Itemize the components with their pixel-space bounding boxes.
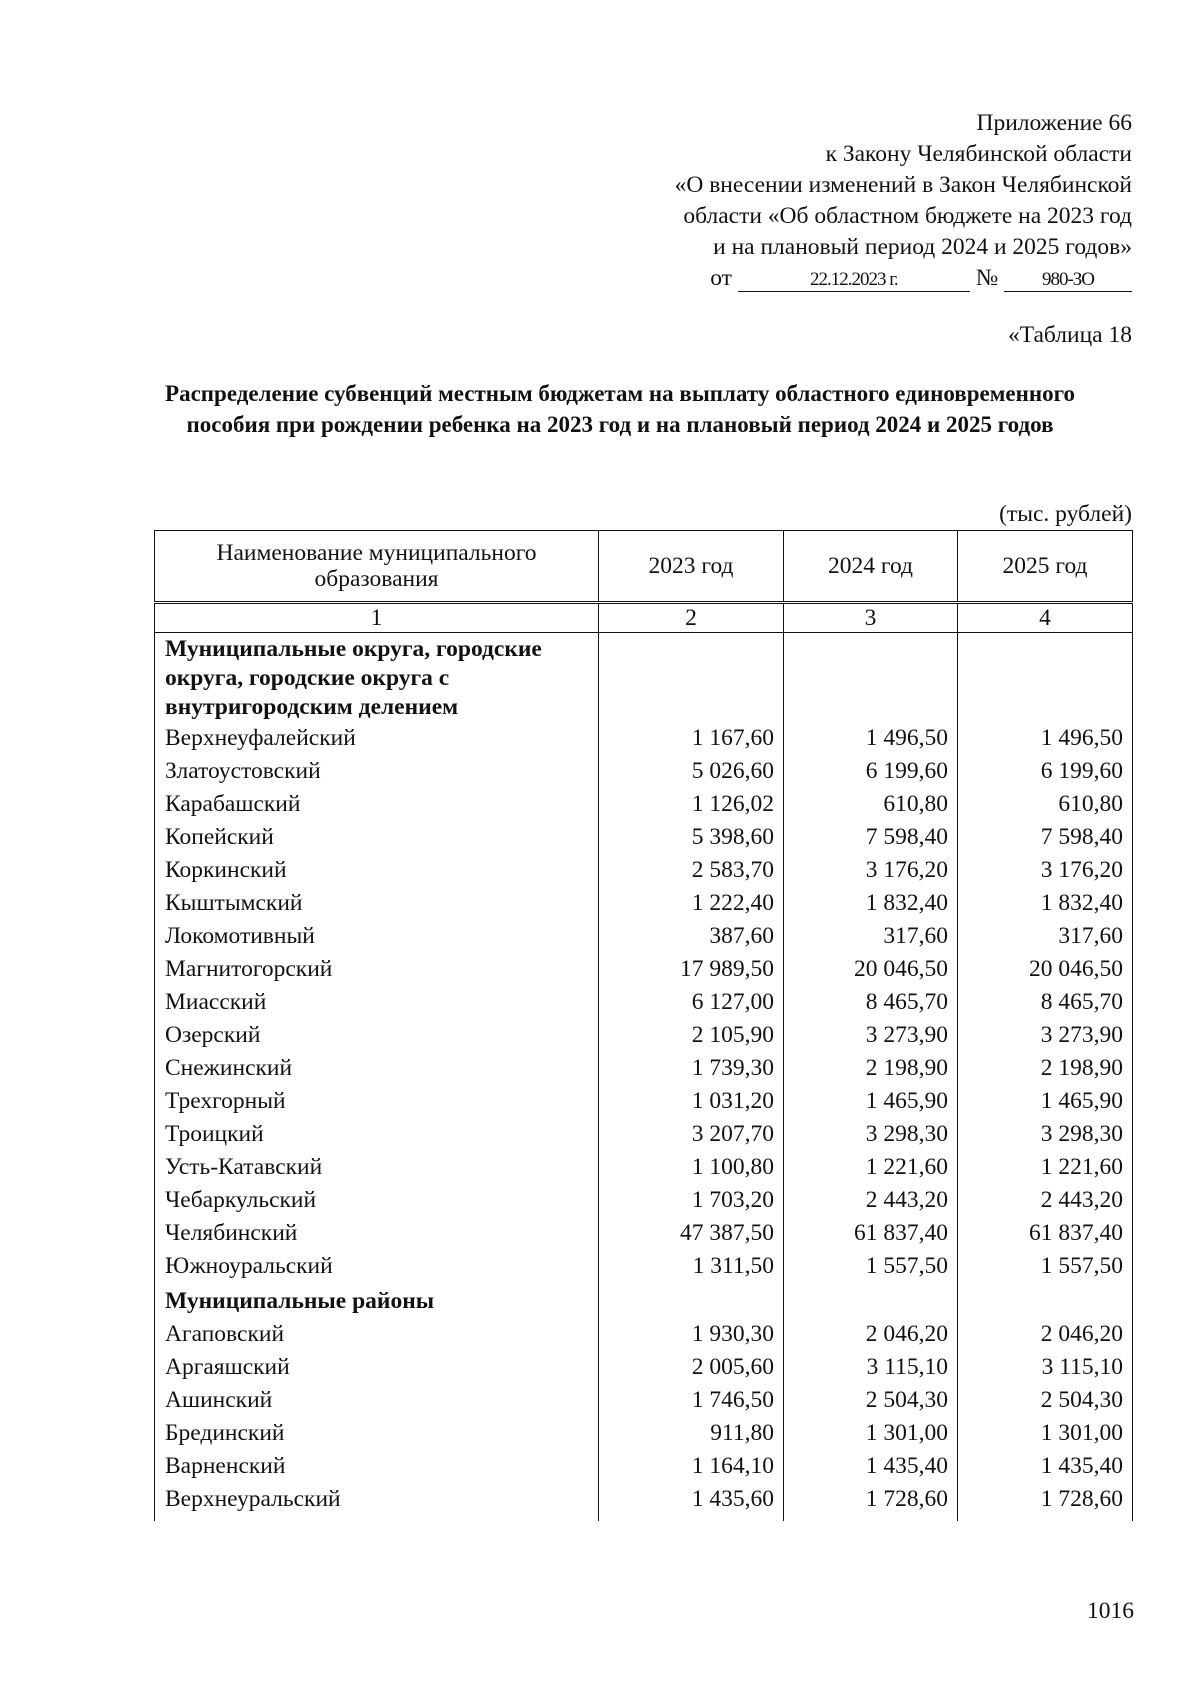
value-2025: 6 199,60 <box>958 755 1133 788</box>
section-title: Муниципальные округа, городские округа, городские округа с внутригородским делением <box>155 633 599 723</box>
column-number: 2 <box>599 603 784 633</box>
section-row <box>155 1283 1133 1318</box>
table-row <box>155 1151 1133 1184</box>
table-row <box>155 953 1133 986</box>
table-row <box>155 1052 1133 1085</box>
table-row <box>155 1450 1133 1483</box>
municipality-name: Челябинский <box>155 1217 599 1250</box>
law-date-number <box>675 263 1132 294</box>
value-2025: 1 435,40 <box>958 1450 1133 1483</box>
municipality-name: Агаповский <box>155 1318 599 1351</box>
municipality-name: Трехгорный <box>155 1085 599 1118</box>
value-2025: 2 443,20 <box>958 1184 1133 1217</box>
value-2024: 7 598,40 <box>784 821 958 854</box>
value-2023: 1 031,20 <box>599 1085 784 1118</box>
empty-cell <box>958 633 1133 723</box>
value-2024: 1 728,60 <box>784 1483 958 1521</box>
municipality-name: Магнитогорский <box>155 953 599 986</box>
value-2024: 6 199,60 <box>784 755 958 788</box>
value-2024: 1 557,50 <box>784 1250 958 1283</box>
units-label: (тыс. рублей) <box>999 501 1132 527</box>
value-2025: 1 221,60 <box>958 1151 1133 1184</box>
value-2023: 47 387,50 <box>599 1217 784 1250</box>
municipality-name: Аргаяшский <box>155 1351 599 1384</box>
column-number: 3 <box>784 603 958 633</box>
value-2024: 317,60 <box>784 920 958 953</box>
value-2024: 20 046,50 <box>784 953 958 986</box>
value-2023: 1 100,80 <box>599 1151 784 1184</box>
table-body <box>155 603 1133 1522</box>
value-2025: 61 837,40 <box>958 1217 1133 1250</box>
law-number: 980-ЗО <box>1004 269 1132 292</box>
value-2025: 1 557,50 <box>958 1250 1133 1283</box>
from-label: от <box>710 265 732 291</box>
table-row <box>155 821 1133 854</box>
value-2024: 2 443,20 <box>784 1184 958 1217</box>
column-number: 4 <box>958 603 1133 633</box>
document-title: Распределение субвенций местным бюджетам на выплату областного единовременного пособия при рождении ребенка на 2023 год и на плановый период 2024 и 2025 годов <box>165 381 1075 437</box>
value-2023: 1 746,50 <box>599 1384 784 1417</box>
table-row <box>155 1417 1133 1450</box>
value-2025: 1 832,40 <box>958 887 1133 920</box>
value-2024: 1 221,60 <box>784 1151 958 1184</box>
value-2024: 3 273,90 <box>784 1019 958 1052</box>
empty-cell <box>784 633 958 723</box>
value-2025: 610,80 <box>958 788 1133 821</box>
municipality-name: Златоустовский <box>155 755 599 788</box>
value-2024: 3 298,30 <box>784 1118 958 1151</box>
value-2023: 17 989,50 <box>599 953 784 986</box>
value-2023: 2 005,60 <box>599 1351 784 1384</box>
value-2025: 2 046,20 <box>958 1318 1133 1351</box>
municipality-name: Миасский <box>155 986 599 1019</box>
table-row <box>155 986 1133 1019</box>
municipality-name: Ашинский <box>155 1384 599 1417</box>
table-row <box>155 920 1133 953</box>
empty-cell <box>958 1283 1133 1318</box>
annex-line: и на плановый период 2024 и 2025 годов» <box>713 234 1132 260</box>
table-row <box>155 1318 1133 1351</box>
value-2025: 1 301,00 <box>958 1417 1133 1450</box>
value-2023: 6 127,00 <box>599 986 784 1019</box>
table-row <box>155 1483 1133 1521</box>
value-2025: 20 046,50 <box>958 953 1133 986</box>
table-row <box>155 1019 1133 1052</box>
municipality-name: Чебаркульский <box>155 1184 599 1217</box>
value-2025: 3 176,20 <box>958 854 1133 887</box>
value-2023: 387,60 <box>599 920 784 953</box>
value-2023: 5 398,60 <box>599 821 784 854</box>
value-2023: 5 026,60 <box>599 755 784 788</box>
table-row <box>155 1250 1133 1283</box>
value-2025: 3 273,90 <box>958 1019 1133 1052</box>
value-2023: 1 126,02 <box>599 788 784 821</box>
value-2024: 8 465,70 <box>784 986 958 1019</box>
value-2024: 61 837,40 <box>784 1217 958 1250</box>
annex-line: области «Об областном бюджете на 2023 год <box>683 203 1132 229</box>
header-name: Наименование муниципального образования <box>155 531 599 603</box>
municipality-name: Коркинский <box>155 854 599 887</box>
empty-cell <box>784 1283 958 1318</box>
value-2023: 1 703,20 <box>599 1184 784 1217</box>
table-row <box>155 1118 1133 1151</box>
value-2024: 1 465,90 <box>784 1085 958 1118</box>
table-row <box>155 722 1133 755</box>
value-2024: 3 176,20 <box>784 854 958 887</box>
table-row <box>155 1085 1133 1118</box>
municipality-name: Локомотивный <box>155 920 599 953</box>
value-2023: 1 164,10 <box>599 1450 784 1483</box>
annex-line: Приложение 66 <box>976 110 1132 136</box>
value-2025: 2 198,90 <box>958 1052 1133 1085</box>
table-row <box>155 755 1133 788</box>
section-title: Муниципальные районы <box>155 1283 599 1318</box>
value-2025: 3 115,10 <box>958 1351 1133 1384</box>
header-2025: 2025 год <box>958 531 1133 603</box>
municipality-name: Верхнеуральский <box>155 1483 599 1521</box>
table-row <box>155 1184 1133 1217</box>
law-date: 22.12.2023 г. <box>738 269 970 292</box>
value-2024: 3 115,10 <box>784 1351 958 1384</box>
value-2024: 1 301,00 <box>784 1417 958 1450</box>
value-2023: 3 207,70 <box>599 1118 784 1151</box>
empty-cell <box>599 633 784 723</box>
municipality-name: Брединский <box>155 1417 599 1450</box>
value-2024: 2 198,90 <box>784 1052 958 1085</box>
value-2023: 1 167,60 <box>599 722 784 755</box>
municipality-name: Усть-Катавский <box>155 1151 599 1184</box>
value-2024: 1 832,40 <box>784 887 958 920</box>
value-2024: 2 504,30 <box>784 1384 958 1417</box>
municipality-name: Озерский <box>155 1019 599 1052</box>
page-number: 1016 <box>1087 1598 1134 1624</box>
municipality-name: Троицкий <box>155 1118 599 1151</box>
value-2023: 1 930,30 <box>599 1318 784 1351</box>
value-2023: 1 311,50 <box>599 1250 784 1283</box>
number-label: № <box>975 265 999 291</box>
municipality-name: Верхнеуфалейский <box>155 722 599 755</box>
value-2024: 610,80 <box>784 788 958 821</box>
header-2024: 2024 год <box>784 531 958 603</box>
value-2023: 1 739,30 <box>599 1052 784 1085</box>
table-row <box>155 1384 1133 1417</box>
table-row <box>155 854 1133 887</box>
value-2025: 8 465,70 <box>958 986 1133 1019</box>
value-2025: 1 465,90 <box>958 1085 1133 1118</box>
table-row <box>155 1351 1133 1384</box>
municipality-name: Варненский <box>155 1450 599 1483</box>
value-2025: 2 504,30 <box>958 1384 1133 1417</box>
value-2025: 1 728,60 <box>958 1483 1133 1521</box>
value-2023: 1 435,60 <box>599 1483 784 1521</box>
value-2025: 3 298,30 <box>958 1118 1133 1151</box>
empty-cell <box>599 1283 784 1318</box>
value-2023: 2 105,90 <box>599 1019 784 1052</box>
value-2025: 1 496,50 <box>958 722 1133 755</box>
municipality-name: Карабашский <box>155 788 599 821</box>
value-2023: 911,80 <box>599 1417 784 1450</box>
value-2024: 1 496,50 <box>784 722 958 755</box>
value-2024: 2 046,20 <box>784 1318 958 1351</box>
municipality-name: Кыштымский <box>155 887 599 920</box>
annex-line: «О внесении изменений в Закон Челябинской <box>674 172 1132 198</box>
annex-header <box>675 108 1132 294</box>
value-2023: 2 583,70 <box>599 854 784 887</box>
header-2023: 2023 год <box>599 531 784 603</box>
value-2025: 7 598,40 <box>958 821 1133 854</box>
annex-line: к Закону Челябинской области <box>825 141 1132 167</box>
column-number: 1 <box>155 603 599 633</box>
table-row <box>155 887 1133 920</box>
municipality-name: Снежинский <box>155 1052 599 1085</box>
value-2023: 1 222,40 <box>599 887 784 920</box>
value-2025: 317,60 <box>958 920 1133 953</box>
table-label: «Таблица 18 <box>1007 322 1132 348</box>
municipality-name: Копейский <box>155 821 599 854</box>
table-header <box>155 531 1133 603</box>
table-row <box>155 788 1133 821</box>
section-row <box>155 633 1133 723</box>
municipality-name: Южноуральский <box>155 1250 599 1283</box>
table-row <box>155 1217 1133 1250</box>
value-2024: 1 435,40 <box>784 1450 958 1483</box>
subsidy-table <box>154 530 1133 1521</box>
column-numbers-row <box>155 603 1133 633</box>
